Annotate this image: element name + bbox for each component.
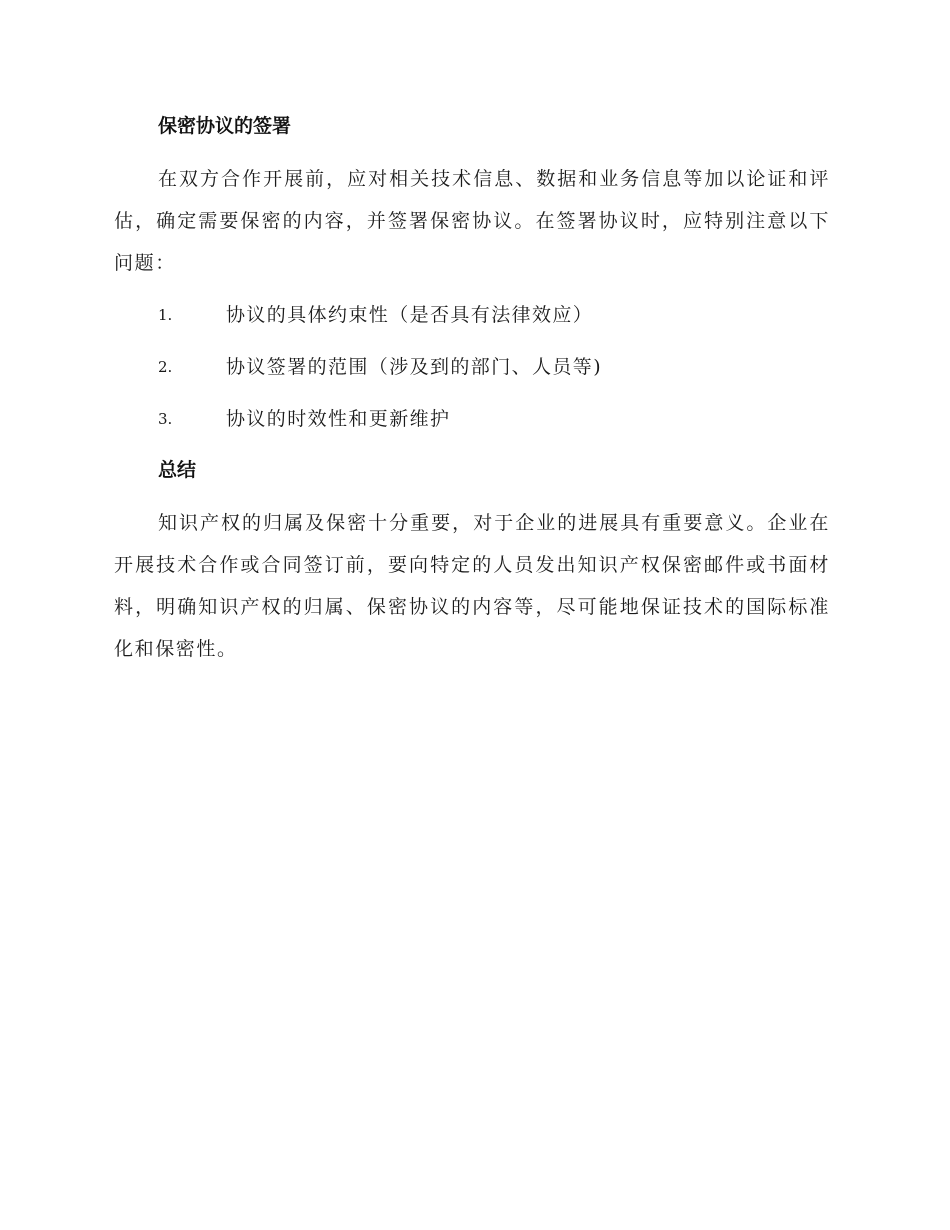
- confidentiality-paragraph: 在双方合作开展前，应对相关技术信息、数据和业务信息等加以论证和评估，确定需要保密的内容，并签署保密协议。在签署协议时，应特别注意以下问题：: [114, 168, 830, 274]
- list-item: [0, 404, 900, 434]
- section-heading-summary: 总结: [158, 459, 197, 481]
- list-item-number: 2.: [158, 358, 173, 376]
- list-item-number: 3.: [158, 410, 173, 428]
- section-heading-confidentiality-agreement: 保密协议的签署: [158, 115, 292, 137]
- list-item-text: 协议的具体约束性（是否具有法律效应）: [226, 304, 594, 326]
- list-item-text: 协议的时效性和更新维护: [226, 408, 451, 430]
- list-item-number: 1.: [158, 306, 173, 324]
- list-item-text: 协议签署的范围（涉及到的部门、人员等): [226, 356, 603, 378]
- list-item: [0, 300, 900, 330]
- summary-paragraph: 知识产权的归属及保密十分重要，对于企业的进展具有重要意义。企业在开展技术合作或合同签订前，要向特定的人员发出知识产权保密邮件或书面材料，明确知识产权的归属、保密协议的内容等，尽可能地保证技术的国际标准化和保密性。: [114, 512, 830, 660]
- list-item: [0, 352, 900, 382]
